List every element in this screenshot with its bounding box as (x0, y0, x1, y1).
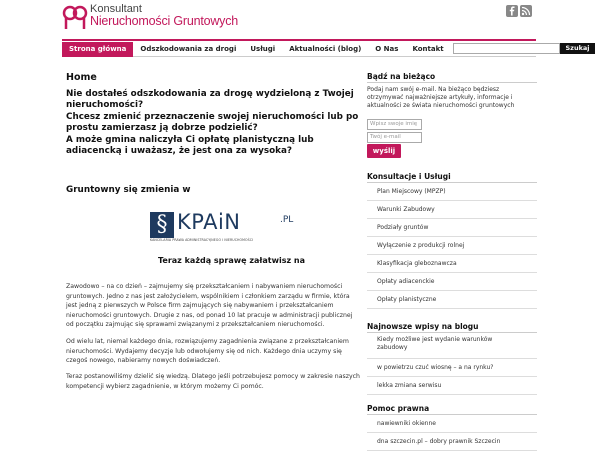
kpain-subtitle: KANCELARIA PRAWA ADMINISTRACYJNEGO I NIERUCHOMOŚCI (150, 238, 254, 242)
logo-mark-icon (62, 4, 88, 30)
help-title: Pomoc prawna (367, 404, 430, 413)
logo-line-2: Nieruchomości Gruntowych (90, 14, 239, 28)
paragraph-1: Zawodowo – na co dzień – zajmujemy się przekształcaniem i nabywaniem nieruchomości gruntowych. Jedno z nas jest założycielem, wspólnikiem i członkiem zarządu w firmie, która jest jedną z pierwszych w Polsce firm zajmujących się nabywaniem i przekształcaniem nieruchomości gruntowych. Drugie z nas, od ponad 10 lat pracuje w administracji publicznej od początku zajmując się sprawami związanymi z przekształcaniem nieruchomości. (66, 283, 353, 328)
main-nav (62, 39, 590, 57)
help-link[interactable]: nawiewniki okienne (367, 415, 537, 433)
nav-item-road-compensation[interactable]: Odszkodowania za drogi (140, 45, 237, 53)
logo-line-1: Konsultant (90, 3, 142, 15)
service-item[interactable]: Podziały gruntów (367, 219, 537, 237)
help-link[interactable]: dna szczecin.pl – dobry prawnik Szczecin (367, 433, 537, 451)
nav-item-about[interactable]: O Nas (375, 45, 399, 53)
paragraph-2: Od wielu lat, niemal każdego dnia, rozwiązujemy zagadnienia związane z przekształcaniem nieruchomości. Wydajemy decyzje lub odwołujemy się od nich. Każdego dnia uczymy się czegoś nowego, nabieramy nowych doświadczeń. (66, 338, 349, 364)
nav-item-blog[interactable]: Aktualności (blog) (289, 45, 362, 53)
search-input[interactable] (453, 43, 560, 54)
newsletter-text: Podaj nam swój e-mail. Na bieżąco będziesz otrzymywać najważniejsze artykuły, informacje i aktualności ze świata nieruchomości gruntowych (367, 86, 515, 109)
services-title: Konsultacje i Usługi (367, 172, 451, 181)
site-logo[interactable] (62, 3, 242, 33)
newsletter-submit-button[interactable]: wyślij (367, 144, 401, 158)
page-title: Home (66, 72, 97, 83)
newsletter-email-field[interactable]: Twój e-mail (367, 132, 422, 143)
nav-item-services[interactable]: Usługi (250, 45, 276, 53)
search-button[interactable]: Szukaj (560, 43, 595, 54)
kpain-section-mark: § (150, 212, 174, 238)
service-item[interactable]: Klasyfikacja gleboznawcza (367, 255, 537, 273)
facebook-icon[interactable] (506, 5, 518, 17)
kpain-name: KPAiN (177, 210, 241, 234)
newsletter-title: Bądź na bieżąco (367, 72, 436, 81)
search-form (453, 43, 595, 54)
question-1: Nie dostałeś odszkodowania za drogę wydzieloną z Twojej nieruchomości? (66, 89, 354, 110)
blog-title: Najnowsze wpisy na blogu (367, 322, 479, 331)
newsletter-name-field[interactable]: Wpisz swoje imię (367, 119, 422, 130)
service-item[interactable]: Wyłączenie z produkcji rolnej (367, 237, 537, 255)
kpain-logo[interactable] (150, 212, 304, 244)
section-subheading: Gruntowny się zmienia w (66, 185, 191, 195)
blog-post-link[interactable]: Kiedy możliwe jest wydanie warunków zabudowy (367, 333, 537, 359)
kpain-domain: .PL (280, 215, 294, 225)
tagline: Teraz każdą sprawę załatwisz na (158, 256, 305, 265)
divider (367, 82, 537, 83)
service-item[interactable]: Plan Miejscowy (MPZP) (367, 183, 537, 201)
question-3: A może gmina naliczyła Ci opłatę planistyczną lub adiacencką i uważasz, że jest ona za wysoka? (66, 135, 314, 156)
rss-icon[interactable] (520, 5, 532, 17)
service-item[interactable]: Opłaty planistyczne (367, 291, 537, 309)
question-2: Chcesz zmienić przeznaczenie swojej nieruchomości lub po prostu zamierzasz ją dobrze podzielić? (66, 112, 359, 133)
paragraph-3: Teraz postanowiliśmy dzielić się wiedzą. Dlatego jeśli potrzebujesz pomocy w zakresie naszych kompetencji wybierz zagadnienie, w którym możemy Ci pomóc. (66, 373, 360, 390)
service-item[interactable]: Warunki Zabudowy (367, 201, 537, 219)
service-item[interactable]: Opłaty adiacenckie (367, 273, 537, 291)
blog-post-link[interactable]: lekka zmiana serwisu (367, 377, 537, 395)
site-header (0, 0, 600, 38)
blog-post-link[interactable]: w powietrzu czuć wiosnę – a na rynku? (367, 359, 537, 377)
nav-item-contact[interactable]: Kontakt (412, 45, 444, 53)
nav-item-home[interactable]: Strona główna (62, 42, 133, 57)
nav-items (62, 42, 451, 57)
